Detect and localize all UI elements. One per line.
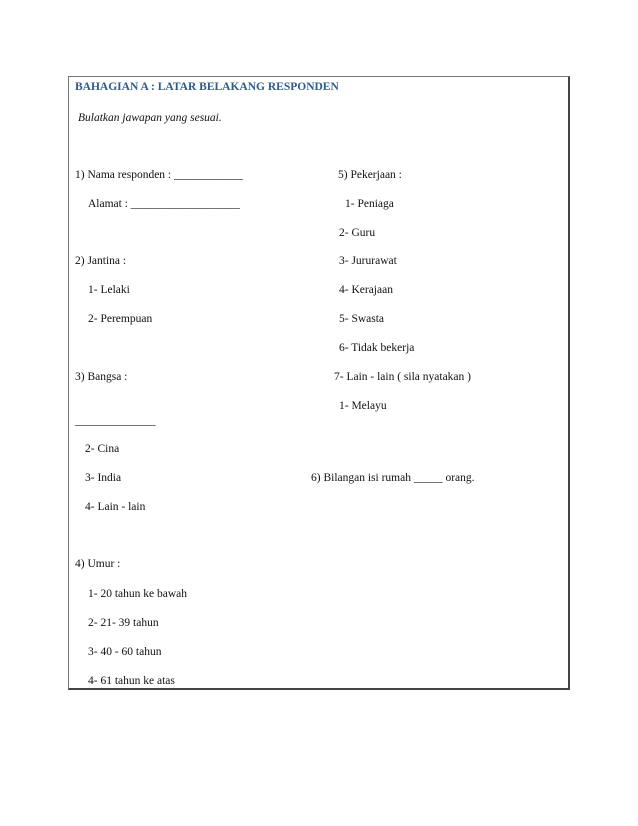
q6-household: 6) Bilangan isi rumah _____ orang. — [311, 472, 475, 484]
q1-name: 1) Nama responden : ____________ — [75, 169, 243, 181]
q3-option-1: 1- Melayu — [339, 400, 387, 412]
q5-option-4: 4- Kerajaan — [339, 284, 393, 296]
q3-blank: ______________ — [75, 415, 156, 427]
q4-label: 4) Umur : — [75, 558, 121, 570]
section-header: BAHAGIAN A : LATAR BELAKANG RESPONDEN — [75, 81, 339, 93]
q5-option-6: 6- Tidak bekerja — [339, 342, 415, 354]
q5-option-5: 5- Swasta — [339, 313, 385, 325]
q5-option-2: 2- Guru — [339, 227, 376, 239]
q2-option-2: 2- Perempuan — [88, 313, 153, 325]
q3-option-3: 3- India — [85, 472, 122, 484]
q3-option-2: 2- Cina — [85, 443, 120, 455]
q5-option-1: 1- Peniaga — [345, 198, 394, 210]
instruction-text: Bulatkan jawapan yang sesuai. — [78, 112, 222, 124]
q4-option-1: 1- 20 tahun ke bawah — [88, 588, 187, 600]
q4-option-3: 3- 40 - 60 tahun — [88, 646, 162, 658]
q2-label: 2) Jantina : — [75, 255, 127, 267]
q2-option-1: 1- Lelaki — [88, 284, 130, 296]
q3-option-4: 4- Lain - lain — [85, 501, 146, 513]
q3-label: 3) Bangsa : — [75, 371, 128, 383]
q1-address: Alamat : ___________________ — [88, 198, 241, 210]
q5-label: 5) Pekerjaan : — [338, 169, 402, 181]
q4-option-4: 4- 61 tahun ke atas — [88, 675, 175, 687]
q5-option-3: 3- Jururawat — [339, 255, 397, 267]
q4-option-2: 2- 21- 39 tahun — [88, 617, 159, 629]
q5-option-7: 7- Lain - lain ( sila nyatakan ) — [334, 371, 471, 383]
